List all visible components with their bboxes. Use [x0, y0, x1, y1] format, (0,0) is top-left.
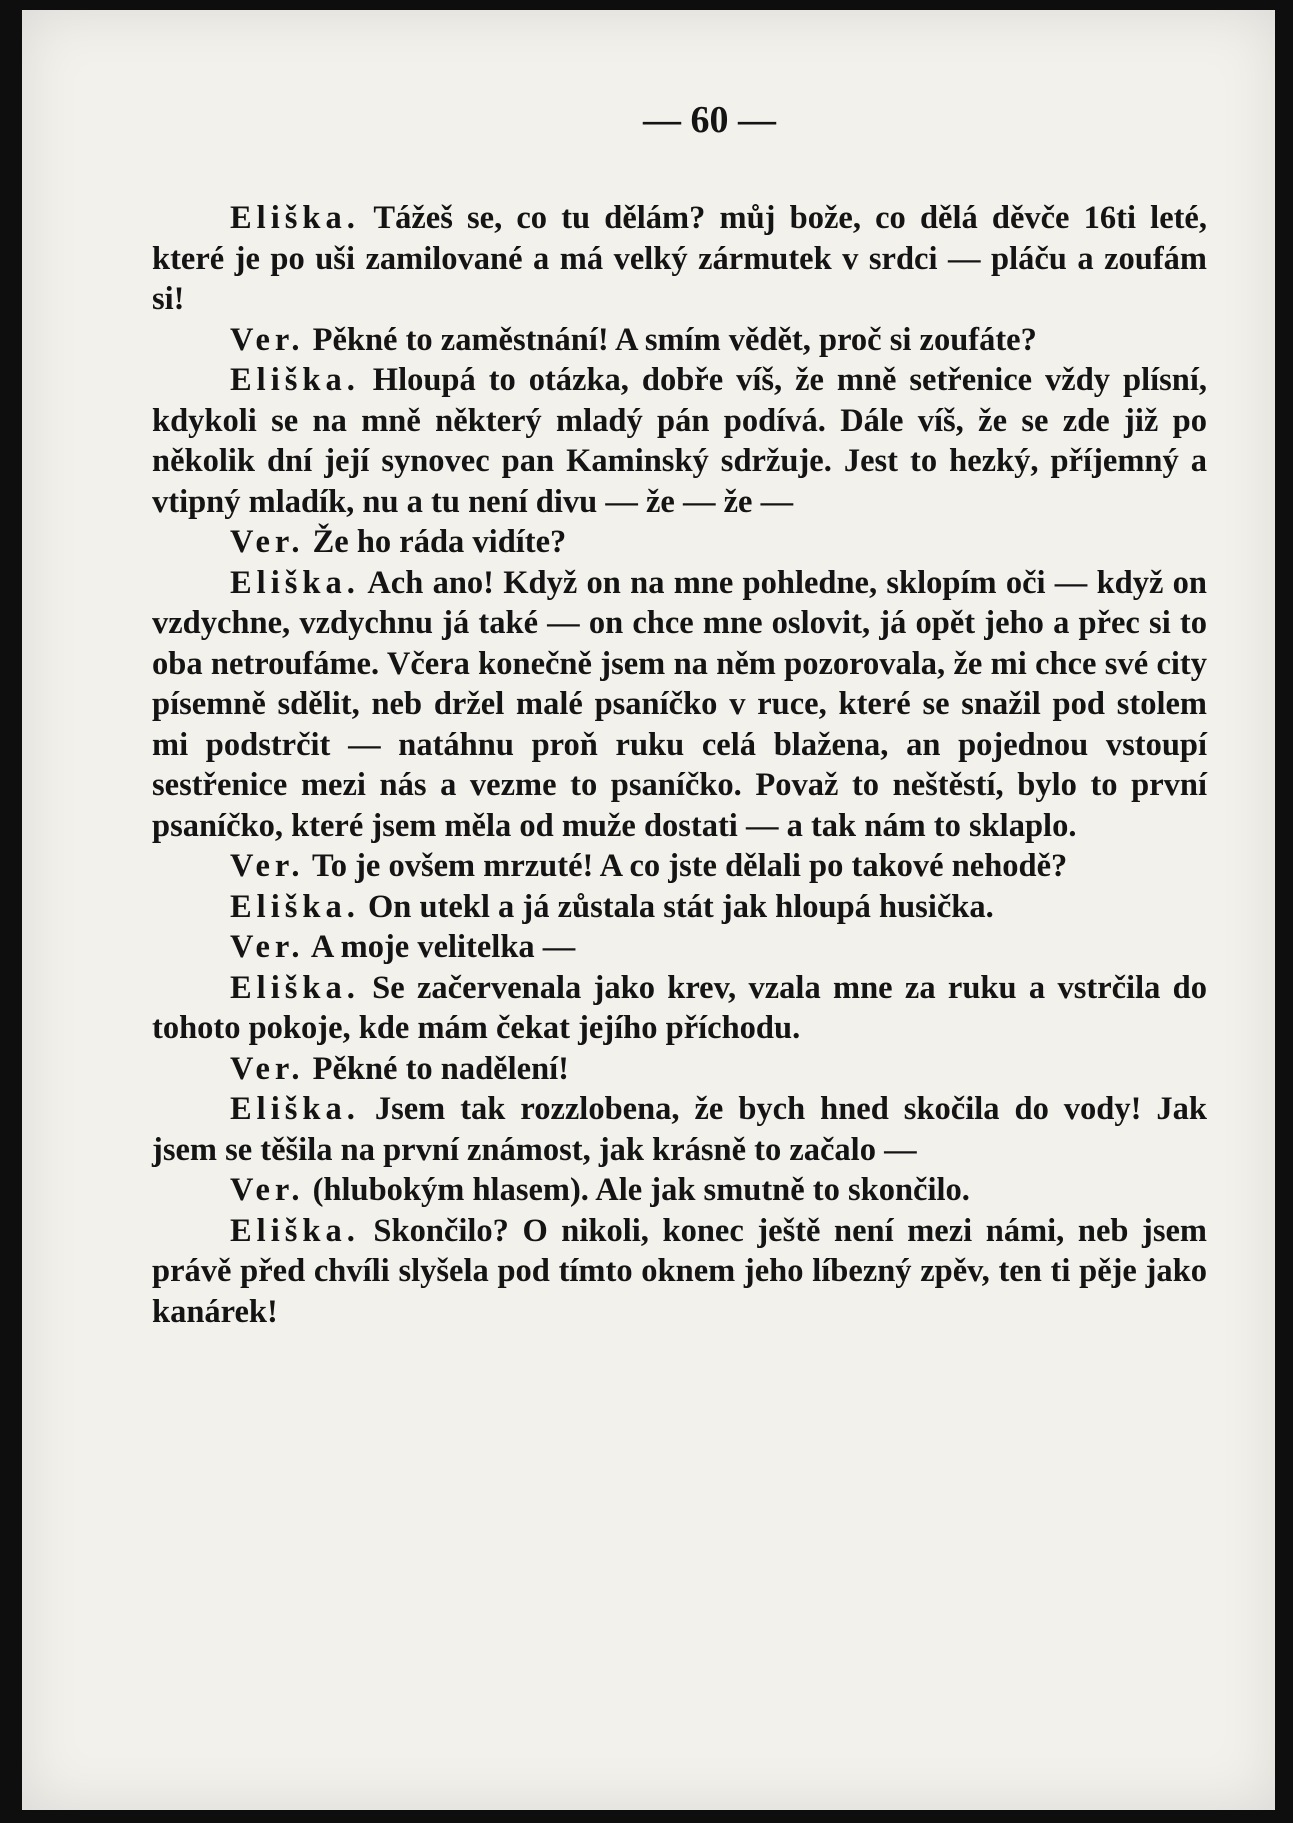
dialogue-speech: Že ho ráda vidíte?	[312, 524, 567, 560]
speaker-name: Eliška.	[230, 969, 360, 1006]
speaker-name: Eliška.	[230, 888, 360, 925]
dialogue-line	[152, 968, 1207, 1049]
dialogue-speech: To je ovšem mrzuté! A co jste dělali po takové nehodě?	[312, 848, 1068, 884]
dialogue-line	[152, 1089, 1207, 1170]
dialogue-line	[152, 1211, 1207, 1333]
dialogue-line	[152, 927, 1207, 968]
dialogue-speech: Se začervenala jako krev, vzala mne za ruku a vstrčila do tohoto pokoje, kde mám čekat jejího příchodu.	[152, 969, 1208, 1046]
speaker-name: Ver.	[230, 1050, 305, 1087]
dialogue-line	[152, 563, 1207, 847]
speaker-name: Ver.	[230, 321, 305, 358]
dialogue-speech: Ach ano! Když on na mne pohledne, sklopím oči — když on vzdychne, vzdychnu já také — on chce mne oslovit, já opět jeho a přec si to oba netroufáme. Včera konečně jsem na něm pozorovala, že mi chce své city písemně sdělit, neb držel malé psaníčko v ruce, které se snažil pod stolem mi podstrčit — natáhnu proň ruku celá blažena, an pojednou vstoupí sestřenice mezi nás a vezme to psaníčko. Považ to neštěstí, bylo to první psaníčko, které jsem měla od muže dostati — a tak nám to sklaplo.	[152, 564, 1207, 844]
page-number: — 60 —	[643, 99, 776, 141]
dialogue-speech: Pěkné to nadělení!	[312, 1050, 569, 1087]
dialogue-line	[152, 320, 1207, 361]
dialogue-text	[152, 198, 1207, 1332]
scan-edge	[1275, 0, 1293, 1823]
dialogue-line	[152, 1049, 1207, 1090]
dialogue-line	[152, 360, 1207, 522]
dialogue-line	[152, 846, 1207, 887]
dialogue-speech: Skončilo? O nikoli, konec ještě není mezi námi, neb jsem právě před chvíli slyšela pod tímto oknem jeho líbezný zpěv, ten ti pěje jako kanárek!	[152, 1212, 1207, 1330]
dialogue-speech: A moje velitelka —	[310, 929, 576, 965]
dialogue-speech: Hloupá to otázka, dobře víš, že mně setřenice vždy plísní, kdykoli se na mně některý mladý pán podívá. Dále víš, že se zde již po několik dní její synovec pan Kaminský sdržuje. Jest to hezký, příjemný a vtipný mladík, nu a tu není divu — že — že —	[152, 362, 1207, 520]
dialogue-speech: Tážeš se, co tu dělám? můj bože, co dělá děvče 16ti leté, které je po uši zamilované a má velký zármutek v srdci — pláču a zoufám si!	[152, 200, 1207, 317]
dialogue-speech: Pěkné to zaměstnání! A smím vědět, proč si zoufáte?	[312, 321, 1037, 358]
speaker-name: Eliška.	[230, 564, 360, 601]
book-page	[22, 10, 1277, 1810]
dialogue-line	[152, 198, 1207, 320]
dialogue-line	[152, 1170, 1207, 1211]
speaker-name: Eliška.	[230, 1091, 360, 1127]
speaker-name: Ver.	[230, 1172, 305, 1208]
speaker-name: Ver.	[230, 929, 305, 965]
speaker-name: Eliška.	[230, 362, 360, 398]
speaker-name: Ver.	[230, 848, 305, 884]
speaker-name: Eliška.	[230, 1212, 360, 1249]
speaker-name: Eliška.	[230, 200, 360, 236]
dialogue-speech: Jsem tak rozzlobena, že bych hned skočila do vody! Jak jsem se těšila na první známost, jak krásně to začalo —	[152, 1091, 1208, 1168]
speaker-name: Ver.	[230, 524, 305, 560]
dialogue-line	[152, 522, 1207, 563]
dialogue-line	[152, 887, 1207, 928]
dialogue-speech: On utekl a já zůstala stát jak hloupá husička.	[367, 888, 994, 925]
dialogue-speech: (hlubokým hlasem). Ale jak smutně to skončilo.	[312, 1172, 970, 1208]
